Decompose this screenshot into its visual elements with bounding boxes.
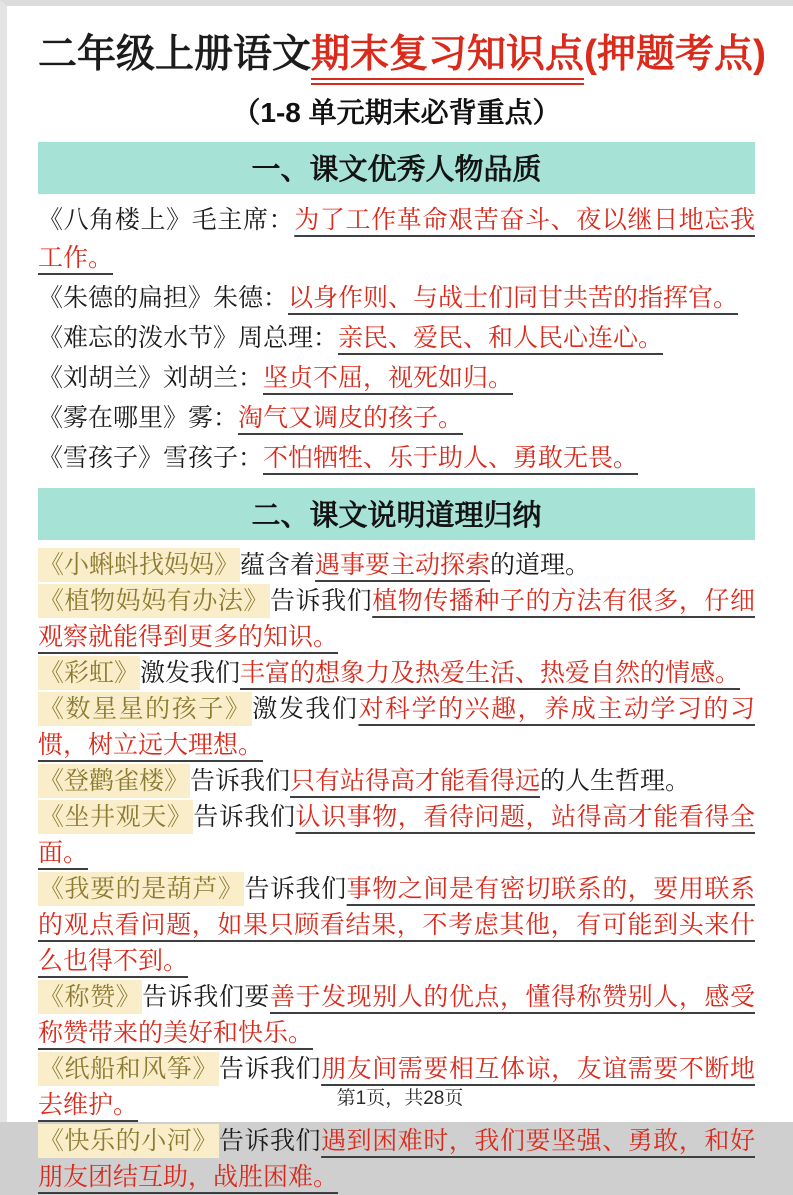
book-title-label: 《八角楼上》毛主席： bbox=[38, 205, 295, 234]
book-title-highlight: 《纸船和风筝》 bbox=[38, 1052, 219, 1086]
book-title-highlight: 《登鹳雀楼》 bbox=[38, 764, 190, 798]
list-item bbox=[38, 547, 755, 583]
list-item bbox=[38, 279, 755, 317]
red-underlined-text: 事物之间是有密切联系的，要用联系的观点看问题，如果只顾看结果，不考虑其他，有可能到头来什么也得不到。 bbox=[38, 874, 755, 975]
red-underlined-text: 丰富的想象力及热爱生活、热爱自然的情感。 bbox=[240, 658, 741, 687]
connector-text: 告诉我们要 bbox=[142, 982, 270, 1011]
connector-text: 激发我们 bbox=[252, 694, 359, 723]
section-heading-2: 二、课文说明道理归纳 bbox=[38, 488, 755, 540]
book-title-highlight: 《彩虹》 bbox=[38, 656, 140, 690]
list-item bbox=[38, 871, 755, 979]
list-item bbox=[38, 655, 755, 691]
list-item bbox=[38, 359, 755, 397]
book-title-highlight: 《数星星的孩子》 bbox=[38, 692, 252, 726]
red-underlined-text: 为了工作革命艰苦奋斗、夜以继日地忘我工作。 bbox=[38, 205, 755, 272]
section-heading-1: 一、课文优秀人物品质 bbox=[38, 142, 755, 194]
section-items-1 bbox=[38, 201, 755, 477]
page-title bbox=[38, 30, 767, 81]
tail-text: 的道理。 bbox=[490, 550, 591, 579]
red-underlined-text: 认识事物，看待问题，站得高才能看得全面。 bbox=[38, 802, 755, 867]
page-content bbox=[7, 6, 793, 1195]
list-item bbox=[38, 583, 755, 655]
book-title-highlight: 《植物妈妈有办法》 bbox=[38, 584, 270, 618]
red-underlined-text: 植物传播种子的方法有很多，仔细观察就能得到更多的知识。 bbox=[38, 586, 755, 651]
book-title-highlight: 《称赞》 bbox=[38, 980, 142, 1014]
list-item bbox=[38, 439, 755, 477]
tail-text: 的人生哲理。 bbox=[540, 766, 691, 795]
book-title-label: 《雪孩子》雪孩子： bbox=[38, 443, 264, 472]
list-item bbox=[38, 1123, 755, 1195]
book-title-highlight: 《快乐的小河》 bbox=[38, 1124, 219, 1158]
page-subtitle: （1-8 单元期末必背重点） bbox=[232, 96, 561, 128]
book-title-label: 《难忘的泼水节》周总理： bbox=[38, 323, 339, 352]
book-title-label: 《雾在哪里》雾： bbox=[38, 403, 239, 432]
red-underlined-text: 不怕牺牲、乐于助人、勇敢无畏。 bbox=[263, 443, 639, 472]
connector-text: 告诉我们 bbox=[218, 1126, 322, 1155]
red-underlined-text: 遇到困难时，我们要坚强、勇敢，和好朋友团结互助，战胜困难。 bbox=[38, 1126, 755, 1191]
list-item bbox=[38, 799, 755, 871]
book-title-label: 《刘胡兰》刘胡兰： bbox=[38, 363, 264, 392]
red-underlined-text: 遇事要主动探索 bbox=[315, 550, 491, 579]
red-underlined-text: 坚贞不屈，视死如归。 bbox=[263, 363, 514, 392]
list-item bbox=[38, 399, 755, 437]
red-underlined-text: 以身作则、与战士们同甘共苦的指挥官。 bbox=[288, 283, 739, 312]
red-underlined-text: 淘气又调皮的孩子。 bbox=[238, 403, 464, 432]
list-item bbox=[38, 319, 755, 357]
list-item bbox=[38, 763, 755, 799]
title-part-black: 二年级上册语文 bbox=[38, 33, 312, 76]
book-title-highlight: 《坐井观天》 bbox=[38, 800, 193, 834]
red-underlined-text: 对科学的兴趣，养成主动学习的习惯，树立远大理想。 bbox=[38, 694, 755, 759]
connector-text: 激发我们 bbox=[140, 658, 241, 687]
connector-text: 告诉我们 bbox=[244, 874, 347, 903]
connector-text: 告诉我们 bbox=[190, 766, 291, 795]
book-title-highlight: 《我要的是葫芦》 bbox=[38, 872, 244, 906]
book-title-label: 《朱德的扁担》朱德： bbox=[38, 283, 289, 312]
list-item bbox=[38, 979, 755, 1051]
connector-text: 告诉我们 bbox=[218, 1054, 322, 1083]
red-underlined-text: 朋友间需要相互体谅，友谊需要不断地去维护。 bbox=[38, 1054, 755, 1119]
book-title-highlight: 《小蝌蚪找妈妈》 bbox=[38, 548, 240, 582]
page-footer: 第1页，共28页 bbox=[336, 1088, 464, 1109]
list-item bbox=[38, 691, 755, 763]
list-item bbox=[38, 201, 755, 277]
red-underlined-text: 善于发现别人的优点，懂得称赞别人，感受称赞带来的美好和快乐。 bbox=[38, 982, 755, 1047]
red-underlined-text: 亲民、爱民、和人民心连心。 bbox=[338, 323, 664, 352]
red-underlined-text: 只有站得高才能看得远 bbox=[290, 766, 541, 795]
connector-text: 告诉我们 bbox=[270, 586, 373, 615]
title-part-red-plain: (押题考点) bbox=[584, 33, 767, 76]
connector-text: 告诉我们 bbox=[193, 802, 296, 831]
sections-container bbox=[38, 142, 755, 1195]
title-part-red-underlined: 期末复习知识点 bbox=[311, 33, 584, 85]
connector-text: 蕴含着 bbox=[240, 550, 316, 579]
